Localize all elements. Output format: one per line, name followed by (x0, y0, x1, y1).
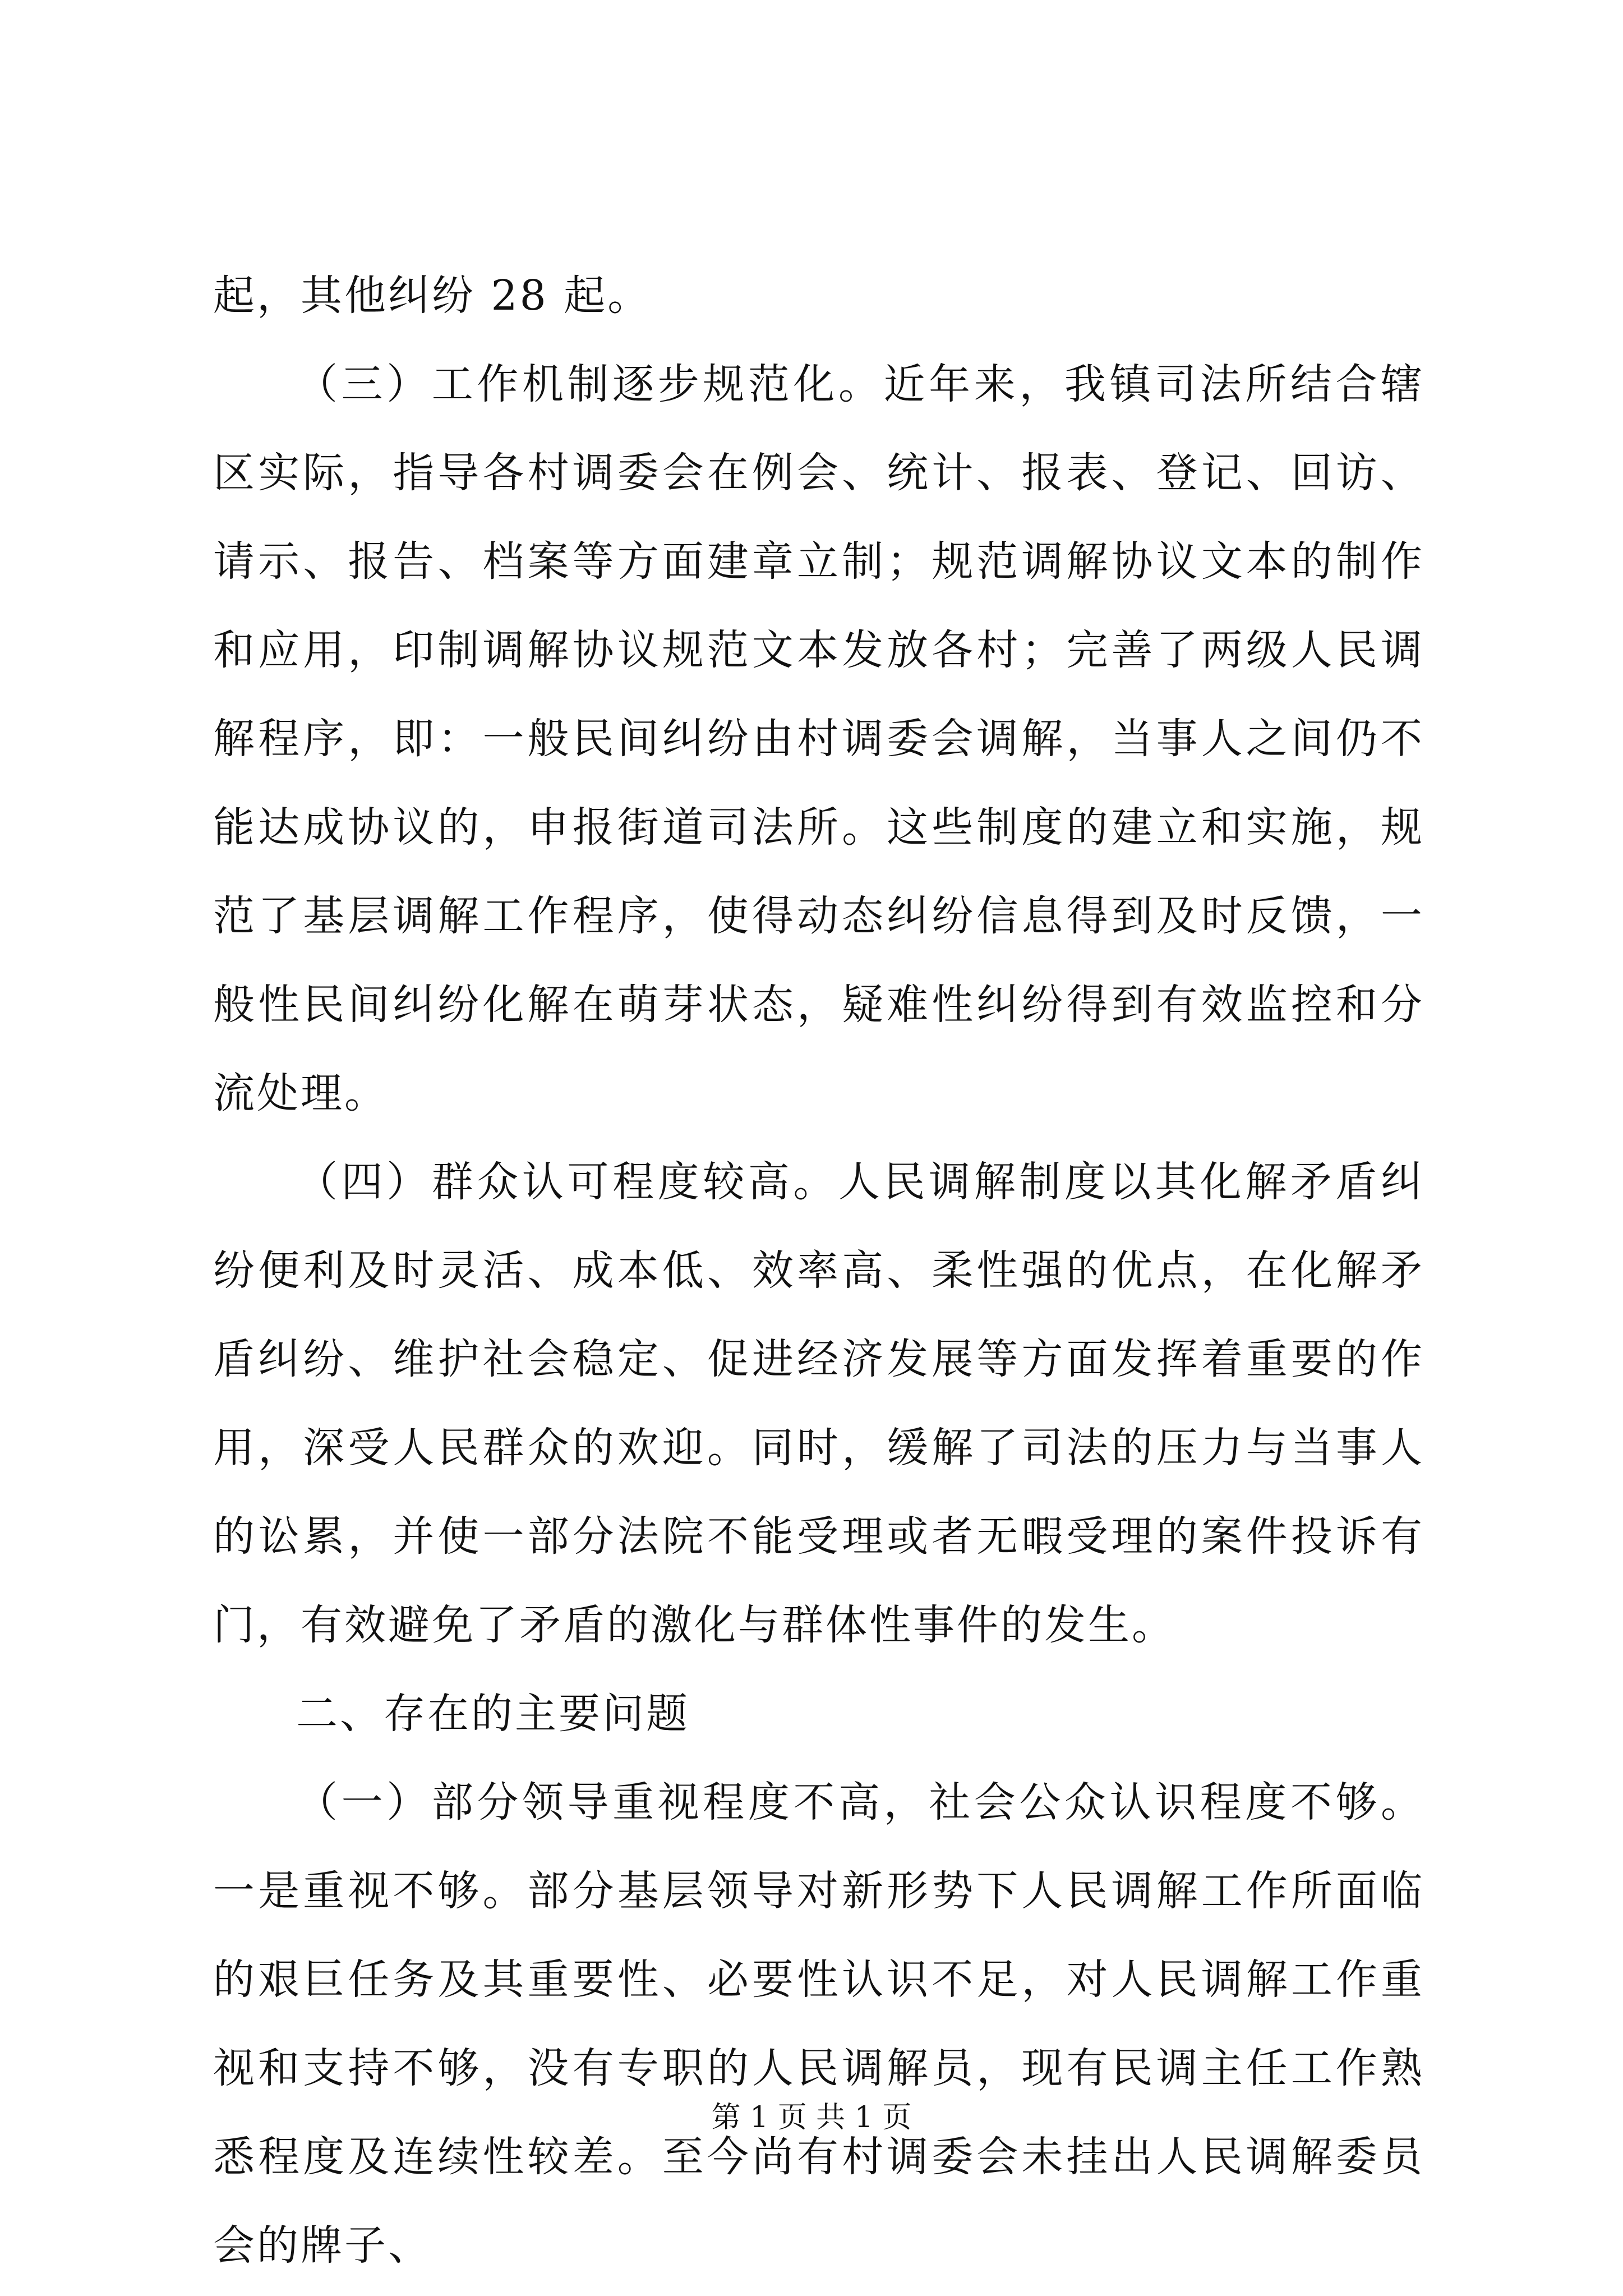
document-body (213, 251, 1424, 2290)
section-heading: 二、存在的主要问题 (296, 1690, 690, 1738)
paragraph-4: （一）部分领导重视程度不高，社会公众认识程度不够。一是重视不够。部分基层领导对新形势下人民调解工作所面临的艰巨任务及其重要性、必要性认识不足，对人民调解工作重视和支持不够，没有专职的人民调解员，现有民调主任工作熟悉程度及连续性较差。至今尚有村调委会未挂出人民调解委员会的牌子、 (213, 1778, 1424, 2270)
paragraph-2: （三）工作机制逐步规范化。近年来，我镇司法所结合辖区实际，指导各村调委会在例会、统计、报表、登记、回访、请示、报告、档案等方面建章立制；规范调解协议文本的制作和应用，印制调解协议规范文本发放各村；完善了两级人民调解程序，即：一般民间纠纷由村调委会调解，当事人之间仍不能达成协议的，申报街道司法所。这些制度的建立和实施，规范了基层调解工作程序，使得动态纠纷信息得到及时反馈，一般性民间纠纷化解在萌芽状态，疑难性纠纷得到有效监控和分流处理。 (213, 360, 1424, 1117)
page-footer: 第 1 页 共 1 页 (711, 2101, 912, 2134)
paragraph-3: （四）群众认可程度较高。人民调解制度以其化解矛盾纠纷便利及时灵活、成本低、效率高、柔性强的优点，在化解矛盾纠纷、维护社会稳定、促进经济发展等方面发挥着重要的作用，深受人民群众的欢迎。同时，缓解了司法的压力与当事人的讼累，并使一部分法院不能受理或者无暇受理的案件投诉有门，有效避免了矛盾的激化与群体性事件的发生。 (213, 1158, 1424, 1649)
paragraph-1: 起，其他纠纷 28 起。 (213, 272, 652, 320)
